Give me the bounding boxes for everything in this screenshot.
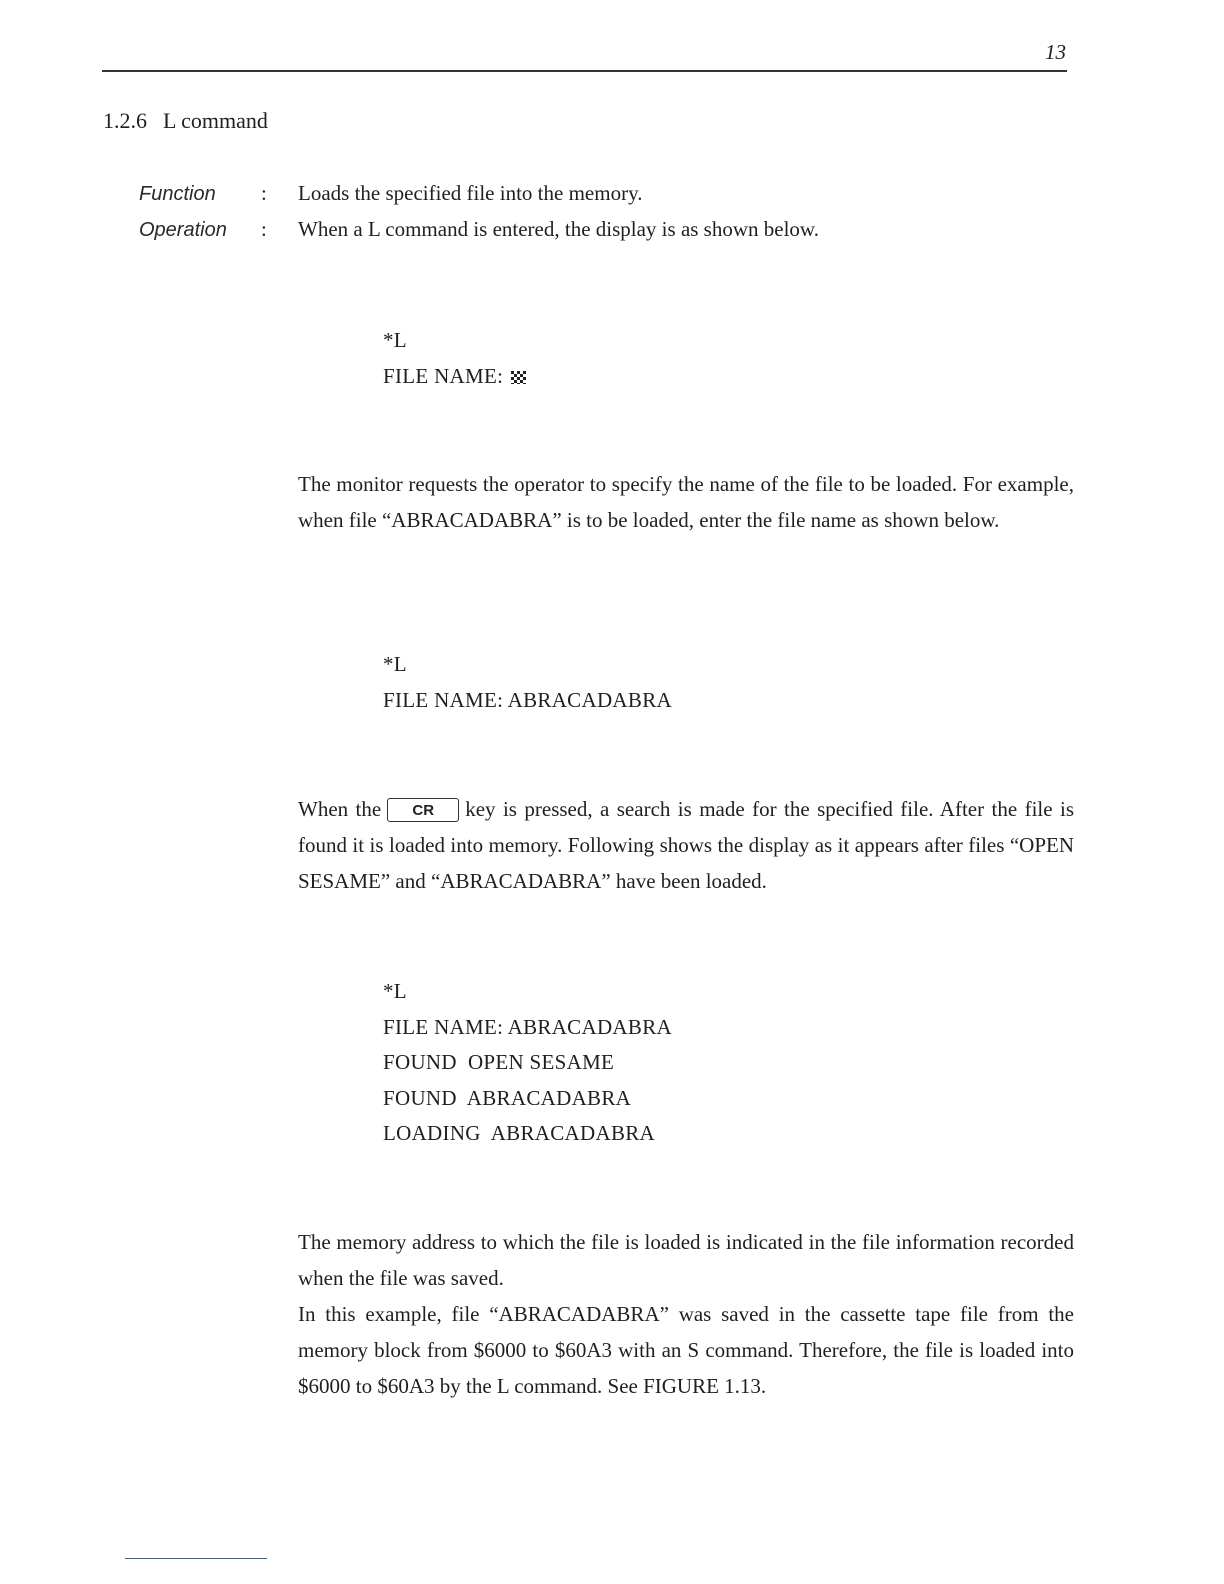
definition-term: Operation (139, 219, 227, 241)
paragraph-text: In this example, file “ABRACADABRA” was saved in the cassette tape file from the memory block from $6000 to $60A3 with an S command. Therefore, the file is loaded into $6000 to $60A3 by the L command. See FIGURE 1.13. (298, 1302, 1074, 1398)
screen-line: LOADING ABRACADABRA (383, 1121, 656, 1145)
screen-line: FOUND OPEN SESAME (383, 1050, 615, 1074)
paragraph-2 (298, 791, 1074, 899)
section-heading (103, 108, 268, 134)
section-title: L command (163, 108, 268, 133)
screen-line: FILE NAME: ABRACADABRA (383, 1014, 672, 1039)
definition-colon: : (261, 217, 267, 241)
screen-example-2 (383, 647, 672, 718)
definition-list (139, 181, 819, 253)
screen-line: *L (383, 979, 407, 1003)
text-after-key: key is pressed, a search is made for the specified file. After the file is found it is loaded into memory. Following shows the display as it appears after files “OPEN SESAME” and “ABRACADABRA” have been loaded. (298, 797, 1074, 893)
screen-line: FOUND ABRACADABRA (383, 1085, 632, 1110)
screen-line: *L (383, 328, 407, 352)
paragraph-3 (298, 1224, 1074, 1404)
screen-line: *L (383, 652, 407, 676)
definition-colon: : (261, 181, 267, 205)
screen-line-with-cursor (383, 359, 526, 395)
header-rule (102, 70, 1067, 72)
cr-key-icon: CR (387, 798, 459, 822)
section-number: 1.2.6 (103, 108, 147, 133)
definition-function (139, 181, 819, 217)
paragraph-text: The memory address to which the file is loaded is indicated in the file information recorded when the file was saved. (298, 1230, 1074, 1290)
text-before-key: When the (298, 797, 382, 821)
screen-example-3 (383, 974, 672, 1152)
definition-text: Loads the specified file into the memory. (298, 181, 643, 205)
page-number: 13 (1045, 40, 1066, 64)
screen-example-1 (383, 323, 526, 394)
footer-rule (125, 1558, 267, 1559)
screen-line: FILE NAME: ABRACADABRA (383, 687, 672, 712)
paragraph-text: The monitor requests the operator to specify the name of the file to be loaded. For example, when file “ABRACADABRA” is to be loaded, enter the file name as shown below. (298, 472, 1074, 532)
cursor-block-icon (511, 371, 526, 384)
definition-term: Function (139, 183, 216, 205)
paragraph-text (298, 791, 1074, 899)
definition-operation (139, 217, 819, 253)
definition-text: When a L command is entered, the display is as shown below. (298, 217, 819, 241)
paragraph-1 (298, 466, 1074, 538)
screen-line-text: FILE NAME: (383, 363, 504, 388)
